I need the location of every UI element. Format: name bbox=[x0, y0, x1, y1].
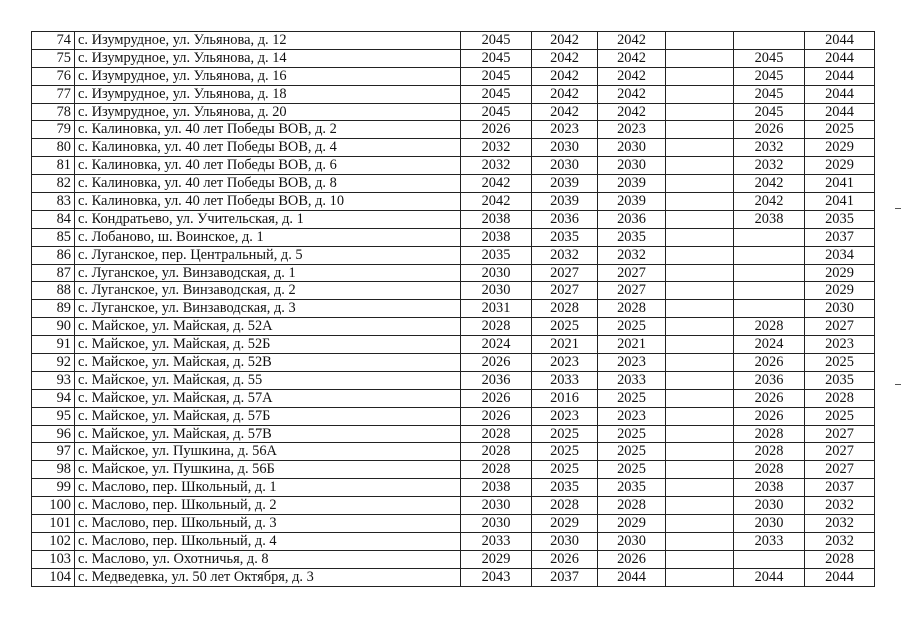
year-cell-6: 2023 bbox=[805, 336, 875, 354]
table-row bbox=[32, 479, 875, 497]
year-cell-1: 2030 bbox=[461, 264, 532, 282]
address-cell: с. Калиновка, ул. 40 лет Победы ВОВ, д. 8 bbox=[75, 175, 461, 193]
year-cell-3: 2042 bbox=[598, 85, 666, 103]
year-cell-1: 2030 bbox=[461, 515, 532, 533]
table-row bbox=[32, 85, 875, 103]
year-cell-5 bbox=[734, 246, 805, 264]
year-cell-1: 2035 bbox=[461, 246, 532, 264]
year-cell-2: 2036 bbox=[532, 210, 598, 228]
address-cell: с. Изумрудное, ул. Ульянова, д. 18 bbox=[75, 85, 461, 103]
year-cell-3: 2033 bbox=[598, 371, 666, 389]
row-number-cell: 86 bbox=[32, 246, 75, 264]
address-cell: с. Луганское, ул. Винзаводская, д. 1 bbox=[75, 264, 461, 282]
row-number-cell: 102 bbox=[32, 532, 75, 550]
year-cell-3: 2042 bbox=[598, 49, 666, 67]
row-number-cell: 94 bbox=[32, 389, 75, 407]
year-cell-3: 2027 bbox=[598, 282, 666, 300]
year-cell-2: 2042 bbox=[532, 85, 598, 103]
address-cell: с. Калиновка, ул. 40 лет Победы ВОВ, д. 10 bbox=[75, 193, 461, 211]
year-cell-3: 2028 bbox=[598, 300, 666, 318]
year-cell-3: 2025 bbox=[598, 389, 666, 407]
year-cell-6: 2029 bbox=[805, 157, 875, 175]
year-cell-5: 2033 bbox=[734, 532, 805, 550]
address-cell: с. Майское, ул. Майская, д. 52В bbox=[75, 354, 461, 372]
row-number-cell: 101 bbox=[32, 515, 75, 533]
table-row bbox=[32, 425, 875, 443]
year-cell-1: 2031 bbox=[461, 300, 532, 318]
year-cell-5: 2028 bbox=[734, 461, 805, 479]
row-number-cell: 99 bbox=[32, 479, 75, 497]
year-cell-1: 2036 bbox=[461, 371, 532, 389]
year-cell-3: 2025 bbox=[598, 318, 666, 336]
year-cell-1: 2033 bbox=[461, 532, 532, 550]
row-number-cell: 81 bbox=[32, 157, 75, 175]
year-cell-1: 2038 bbox=[461, 479, 532, 497]
table-row bbox=[32, 300, 875, 318]
year-cell-3: 2025 bbox=[598, 425, 666, 443]
year-cell-5: 2026 bbox=[734, 407, 805, 425]
year-cell-6: 2029 bbox=[805, 264, 875, 282]
year-cell-4 bbox=[666, 210, 734, 228]
year-cell-4 bbox=[666, 103, 734, 121]
table-row bbox=[32, 246, 875, 264]
table-row bbox=[32, 515, 875, 533]
address-cell: с. Калиновка, ул. 40 лет Победы ВОВ, д. 6 bbox=[75, 157, 461, 175]
row-number-cell: 87 bbox=[32, 264, 75, 282]
address-cell: с. Луганское, пер. Центральный, д. 5 bbox=[75, 246, 461, 264]
table-row bbox=[32, 532, 875, 550]
year-cell-2: 2021 bbox=[532, 336, 598, 354]
year-cell-5: 2026 bbox=[734, 354, 805, 372]
row-number-cell: 78 bbox=[32, 103, 75, 121]
table-row bbox=[32, 461, 875, 479]
address-cell: с. Луганское, ул. Винзаводская, д. 3 bbox=[75, 300, 461, 318]
row-number-cell: 75 bbox=[32, 49, 75, 67]
address-cell: с. Медведевка, ул. 50 лет Октября, д. 3 bbox=[75, 568, 461, 586]
table-row bbox=[32, 318, 875, 336]
year-cell-3: 2039 bbox=[598, 193, 666, 211]
year-cell-2: 2030 bbox=[532, 532, 598, 550]
year-cell-4 bbox=[666, 425, 734, 443]
row-number-cell: 77 bbox=[32, 85, 75, 103]
row-number-cell: 83 bbox=[32, 193, 75, 211]
year-cell-3: 2030 bbox=[598, 532, 666, 550]
year-cell-4 bbox=[666, 282, 734, 300]
year-cell-6: 2035 bbox=[805, 210, 875, 228]
year-cell-4 bbox=[666, 139, 734, 157]
year-cell-4 bbox=[666, 228, 734, 246]
year-cell-2: 2039 bbox=[532, 175, 598, 193]
year-cell-2: 2033 bbox=[532, 371, 598, 389]
year-cell-3: 2039 bbox=[598, 175, 666, 193]
row-number-cell: 95 bbox=[32, 407, 75, 425]
housing-schedule-table bbox=[31, 31, 875, 587]
year-cell-3: 2030 bbox=[598, 139, 666, 157]
row-number-cell: 100 bbox=[32, 497, 75, 515]
year-cell-2: 2023 bbox=[532, 121, 598, 139]
year-cell-4 bbox=[666, 479, 734, 497]
year-cell-5: 2030 bbox=[734, 515, 805, 533]
year-cell-5: 2042 bbox=[734, 193, 805, 211]
year-cell-6: 2041 bbox=[805, 175, 875, 193]
year-cell-2: 2042 bbox=[532, 103, 598, 121]
year-cell-6: 2029 bbox=[805, 282, 875, 300]
year-cell-1: 2045 bbox=[461, 103, 532, 121]
table-row bbox=[32, 121, 875, 139]
year-cell-4 bbox=[666, 85, 734, 103]
row-number-cell: 88 bbox=[32, 282, 75, 300]
year-cell-6: 2044 bbox=[805, 103, 875, 121]
year-cell-1: 2026 bbox=[461, 407, 532, 425]
row-number-cell: 91 bbox=[32, 336, 75, 354]
address-cell: с. Майское, ул. Майская, д. 55 bbox=[75, 371, 461, 389]
year-cell-5: 2032 bbox=[734, 139, 805, 157]
table-row bbox=[32, 103, 875, 121]
year-cell-1: 2030 bbox=[461, 497, 532, 515]
year-cell-2: 2025 bbox=[532, 461, 598, 479]
year-cell-3: 2035 bbox=[598, 228, 666, 246]
year-cell-6: 2035 bbox=[805, 371, 875, 389]
year-cell-6: 2037 bbox=[805, 479, 875, 497]
year-cell-4 bbox=[666, 443, 734, 461]
row-number-cell: 80 bbox=[32, 139, 75, 157]
year-cell-4 bbox=[666, 121, 734, 139]
year-cell-2: 2030 bbox=[532, 139, 598, 157]
year-cell-1: 2043 bbox=[461, 568, 532, 586]
address-cell: с. Изумрудное, ул. Ульянова, д. 20 bbox=[75, 103, 461, 121]
year-cell-6: 2032 bbox=[805, 532, 875, 550]
year-cell-3: 2026 bbox=[598, 550, 666, 568]
address-cell: с. Маслово, пер. Школьный, д. 4 bbox=[75, 532, 461, 550]
table-row bbox=[32, 67, 875, 85]
year-cell-5: 2032 bbox=[734, 157, 805, 175]
margin-tick-mark bbox=[895, 208, 901, 209]
address-cell: с. Маслово, ул. Охотничья, д. 8 bbox=[75, 550, 461, 568]
year-cell-5: 2045 bbox=[734, 67, 805, 85]
year-cell-4 bbox=[666, 550, 734, 568]
year-cell-1: 2026 bbox=[461, 354, 532, 372]
row-number-cell: 97 bbox=[32, 443, 75, 461]
table-row bbox=[32, 210, 875, 228]
year-cell-1: 2045 bbox=[461, 85, 532, 103]
year-cell-5 bbox=[734, 32, 805, 50]
year-cell-2: 2030 bbox=[532, 157, 598, 175]
year-cell-2: 2023 bbox=[532, 354, 598, 372]
row-number-cell: 82 bbox=[32, 175, 75, 193]
year-cell-5: 2045 bbox=[734, 103, 805, 121]
year-cell-4 bbox=[666, 515, 734, 533]
year-cell-3: 2042 bbox=[598, 32, 666, 50]
year-cell-5: 2026 bbox=[734, 389, 805, 407]
year-cell-6: 2025 bbox=[805, 407, 875, 425]
table-row bbox=[32, 407, 875, 425]
year-cell-5 bbox=[734, 264, 805, 282]
table-row bbox=[32, 371, 875, 389]
address-cell: с. Майское, ул. Пушкина, д. 56А bbox=[75, 443, 461, 461]
year-cell-3: 2032 bbox=[598, 246, 666, 264]
year-cell-3: 2027 bbox=[598, 264, 666, 282]
year-cell-4 bbox=[666, 336, 734, 354]
year-cell-3: 2028 bbox=[598, 497, 666, 515]
year-cell-6: 2028 bbox=[805, 550, 875, 568]
year-cell-3: 2042 bbox=[598, 67, 666, 85]
table-row bbox=[32, 497, 875, 515]
year-cell-6: 2044 bbox=[805, 85, 875, 103]
year-cell-3: 2025 bbox=[598, 443, 666, 461]
address-cell: с. Лобаново, ш. Воинское, д. 1 bbox=[75, 228, 461, 246]
year-cell-4 bbox=[666, 32, 734, 50]
year-cell-2: 2027 bbox=[532, 264, 598, 282]
year-cell-5: 2024 bbox=[734, 336, 805, 354]
address-cell: с. Майское, ул. Майская, д. 57В bbox=[75, 425, 461, 443]
year-cell-4 bbox=[666, 175, 734, 193]
year-cell-2: 2025 bbox=[532, 318, 598, 336]
year-cell-6: 2027 bbox=[805, 443, 875, 461]
year-cell-6: 2027 bbox=[805, 461, 875, 479]
table-row bbox=[32, 282, 875, 300]
year-cell-6: 2028 bbox=[805, 389, 875, 407]
row-number-cell: 79 bbox=[32, 121, 75, 139]
year-cell-2: 2037 bbox=[532, 568, 598, 586]
table-row bbox=[32, 568, 875, 586]
table-body bbox=[32, 32, 875, 587]
year-cell-6: 2044 bbox=[805, 568, 875, 586]
table-row bbox=[32, 389, 875, 407]
year-cell-4 bbox=[666, 193, 734, 211]
address-cell: с. Майское, ул. Пушкина, д. 56Б bbox=[75, 461, 461, 479]
year-cell-6: 2044 bbox=[805, 49, 875, 67]
year-cell-6: 2030 bbox=[805, 300, 875, 318]
table-row bbox=[32, 264, 875, 282]
year-cell-6: 2027 bbox=[805, 425, 875, 443]
row-number-cell: 103 bbox=[32, 550, 75, 568]
row-number-cell: 90 bbox=[32, 318, 75, 336]
year-cell-5 bbox=[734, 550, 805, 568]
year-cell-5 bbox=[734, 228, 805, 246]
year-cell-5: 2026 bbox=[734, 121, 805, 139]
year-cell-1: 2038 bbox=[461, 228, 532, 246]
year-cell-6: 2044 bbox=[805, 32, 875, 50]
year-cell-4 bbox=[666, 389, 734, 407]
address-cell: с. Майское, ул. Майская, д. 52А bbox=[75, 318, 461, 336]
year-cell-1: 2024 bbox=[461, 336, 532, 354]
year-cell-6: 2041 bbox=[805, 193, 875, 211]
row-number-cell: 92 bbox=[32, 354, 75, 372]
year-cell-3: 2042 bbox=[598, 103, 666, 121]
year-cell-5: 2038 bbox=[734, 210, 805, 228]
year-cell-4 bbox=[666, 532, 734, 550]
year-cell-5 bbox=[734, 300, 805, 318]
address-cell: с. Луганское, ул. Винзаводская, д. 2 bbox=[75, 282, 461, 300]
year-cell-6: 2037 bbox=[805, 228, 875, 246]
row-number-cell: 85 bbox=[32, 228, 75, 246]
address-cell: с. Маслово, пер. Школьный, д. 3 bbox=[75, 515, 461, 533]
year-cell-3: 2025 bbox=[598, 461, 666, 479]
year-cell-4 bbox=[666, 157, 734, 175]
year-cell-4 bbox=[666, 67, 734, 85]
year-cell-5: 2028 bbox=[734, 443, 805, 461]
table-row bbox=[32, 32, 875, 50]
row-number-cell: 84 bbox=[32, 210, 75, 228]
year-cell-2: 2025 bbox=[532, 425, 598, 443]
address-cell: с. Изумрудное, ул. Ульянова, д. 14 bbox=[75, 49, 461, 67]
year-cell-5: 2030 bbox=[734, 497, 805, 515]
year-cell-3: 2030 bbox=[598, 157, 666, 175]
year-cell-1: 2032 bbox=[461, 139, 532, 157]
year-cell-6: 2027 bbox=[805, 318, 875, 336]
table-row bbox=[32, 49, 875, 67]
row-number-cell: 76 bbox=[32, 67, 75, 85]
address-cell: с. Изумрудное, ул. Ульянова, д. 16 bbox=[75, 67, 461, 85]
year-cell-1: 2030 bbox=[461, 282, 532, 300]
year-cell-1: 2028 bbox=[461, 443, 532, 461]
address-cell: с. Маслово, пер. Школьный, д. 1 bbox=[75, 479, 461, 497]
address-cell: с. Маслово, пер. Школьный, д. 2 bbox=[75, 497, 461, 515]
table-row bbox=[32, 443, 875, 461]
year-cell-1: 2042 bbox=[461, 193, 532, 211]
year-cell-4 bbox=[666, 371, 734, 389]
table-row bbox=[32, 228, 875, 246]
year-cell-4 bbox=[666, 246, 734, 264]
year-cell-2: 2042 bbox=[532, 32, 598, 50]
year-cell-1: 2026 bbox=[461, 389, 532, 407]
year-cell-3: 2029 bbox=[598, 515, 666, 533]
address-cell: с. Изумрудное, ул. Ульянова, д. 12 bbox=[75, 32, 461, 50]
year-cell-4 bbox=[666, 49, 734, 67]
year-cell-1: 2028 bbox=[461, 318, 532, 336]
year-cell-3: 2036 bbox=[598, 210, 666, 228]
year-cell-5: 2028 bbox=[734, 318, 805, 336]
year-cell-2: 2035 bbox=[532, 479, 598, 497]
year-cell-1: 2045 bbox=[461, 67, 532, 85]
address-cell: с. Майское, ул. Майская, д. 57А bbox=[75, 389, 461, 407]
year-cell-6: 2032 bbox=[805, 515, 875, 533]
row-number-cell: 98 bbox=[32, 461, 75, 479]
year-cell-2: 2042 bbox=[532, 67, 598, 85]
year-cell-6: 2029 bbox=[805, 139, 875, 157]
year-cell-2: 2042 bbox=[532, 49, 598, 67]
row-number-cell: 74 bbox=[32, 32, 75, 50]
table-row bbox=[32, 157, 875, 175]
year-cell-1: 2028 bbox=[461, 461, 532, 479]
year-cell-4 bbox=[666, 318, 734, 336]
year-cell-4 bbox=[666, 354, 734, 372]
year-cell-2: 2025 bbox=[532, 443, 598, 461]
year-cell-6: 2025 bbox=[805, 121, 875, 139]
address-cell: с. Кондратьево, ул. Учительская, д. 1 bbox=[75, 210, 461, 228]
year-cell-3: 2044 bbox=[598, 568, 666, 586]
year-cell-3: 2023 bbox=[598, 407, 666, 425]
year-cell-1: 2029 bbox=[461, 550, 532, 568]
address-cell: с. Калиновка, ул. 40 лет Победы ВОВ, д. 4 bbox=[75, 139, 461, 157]
year-cell-2: 2028 bbox=[532, 300, 598, 318]
table-row bbox=[32, 193, 875, 211]
year-cell-5: 2045 bbox=[734, 85, 805, 103]
table-row bbox=[32, 354, 875, 372]
address-cell: с. Калиновка, ул. 40 лет Победы ВОВ, д. 2 bbox=[75, 121, 461, 139]
address-cell: с. Майское, ул. Майская, д. 52Б bbox=[75, 336, 461, 354]
row-number-cell: 104 bbox=[32, 568, 75, 586]
year-cell-5: 2042 bbox=[734, 175, 805, 193]
year-cell-3: 2023 bbox=[598, 121, 666, 139]
year-cell-2: 2035 bbox=[532, 228, 598, 246]
row-number-cell: 93 bbox=[32, 371, 75, 389]
year-cell-3: 2023 bbox=[598, 354, 666, 372]
year-cell-4 bbox=[666, 568, 734, 586]
table-row bbox=[32, 336, 875, 354]
table-row bbox=[32, 550, 875, 568]
year-cell-6: 2025 bbox=[805, 354, 875, 372]
year-cell-2: 2029 bbox=[532, 515, 598, 533]
year-cell-1: 2042 bbox=[461, 175, 532, 193]
row-number-cell: 89 bbox=[32, 300, 75, 318]
year-cell-3: 2021 bbox=[598, 336, 666, 354]
year-cell-1: 2038 bbox=[461, 210, 532, 228]
year-cell-4 bbox=[666, 461, 734, 479]
row-number-cell: 96 bbox=[32, 425, 75, 443]
year-cell-2: 2023 bbox=[532, 407, 598, 425]
year-cell-4 bbox=[666, 407, 734, 425]
year-cell-1: 2045 bbox=[461, 49, 532, 67]
margin-tick-mark bbox=[895, 384, 901, 385]
year-cell-2: 2027 bbox=[532, 282, 598, 300]
year-cell-2: 2026 bbox=[532, 550, 598, 568]
year-cell-2: 2039 bbox=[532, 193, 598, 211]
year-cell-4 bbox=[666, 264, 734, 282]
year-cell-2: 2016 bbox=[532, 389, 598, 407]
address-cell: с. Майское, ул. Майская, д. 57Б bbox=[75, 407, 461, 425]
year-cell-1: 2028 bbox=[461, 425, 532, 443]
year-cell-3: 2035 bbox=[598, 479, 666, 497]
year-cell-5: 2045 bbox=[734, 49, 805, 67]
year-cell-6: 2034 bbox=[805, 246, 875, 264]
year-cell-5: 2028 bbox=[734, 425, 805, 443]
year-cell-1: 2026 bbox=[461, 121, 532, 139]
year-cell-4 bbox=[666, 300, 734, 318]
year-cell-2: 2028 bbox=[532, 497, 598, 515]
year-cell-5: 2036 bbox=[734, 371, 805, 389]
table-row bbox=[32, 175, 875, 193]
year-cell-6: 2032 bbox=[805, 497, 875, 515]
year-cell-4 bbox=[666, 497, 734, 515]
year-cell-5 bbox=[734, 282, 805, 300]
table-row bbox=[32, 139, 875, 157]
year-cell-5: 2044 bbox=[734, 568, 805, 586]
year-cell-6: 2044 bbox=[805, 67, 875, 85]
year-cell-1: 2045 bbox=[461, 32, 532, 50]
year-cell-2: 2032 bbox=[532, 246, 598, 264]
year-cell-5: 2038 bbox=[734, 479, 805, 497]
year-cell-1: 2032 bbox=[461, 157, 532, 175]
